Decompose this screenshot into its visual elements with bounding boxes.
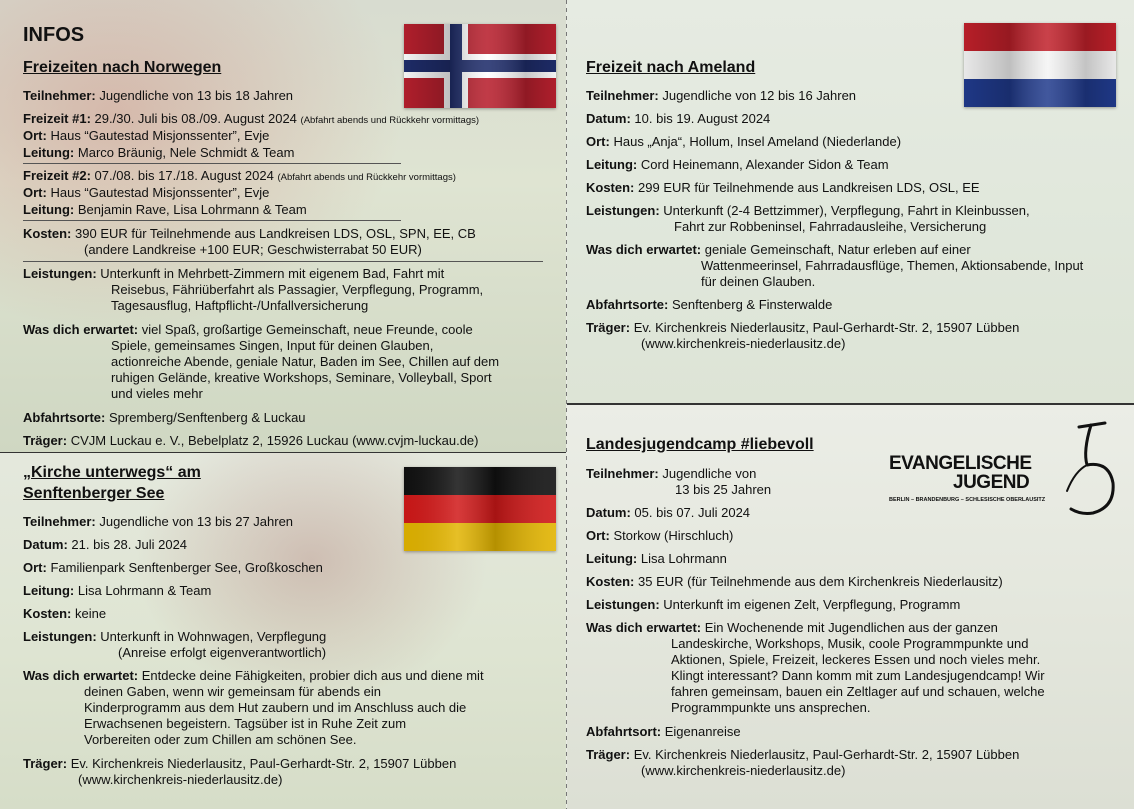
panel-kirche xyxy=(0,453,566,809)
norway-kosten: Kosten: 390 EUR für Teilnehmende aus Landkreisen LDS, OSL, SPN, EE, CB xyxy=(23,226,476,241)
norway-flag xyxy=(404,24,556,108)
divider xyxy=(23,163,401,164)
kirche-ort: Ort: Familienpark Senftenberger See, Großkoschen xyxy=(23,560,323,575)
ameland-erwartet: Was dich erwartet: geniale Gemeinschaft, Natur erleben auf einer xyxy=(586,242,971,257)
divider xyxy=(23,261,543,262)
norway-freizeit2: Freizeit #2: 07./08. bis 17./18. August 2024 (Abfahrt abends und Rückkehr vormittags) xyxy=(23,168,456,183)
ameland-teilnehmer: Teilnehmer: Jugendliche von 12 bis 16 Jahren xyxy=(586,88,857,103)
camp-erwartet-5: fahren gemeinsam, bauen ein Zeltlager auf und schauen, welche xyxy=(671,684,1045,699)
camp-ort: Ort: Storkow (Hirschluch) xyxy=(586,528,734,543)
logo-sub: BERLIN – BRANDENBURG – SCHLESISCHE OBERLAUSITZ xyxy=(889,497,1046,503)
panel-ameland xyxy=(567,0,1134,404)
kirche-leitung: Leitung: Lisa Lohrmann & Team xyxy=(23,583,212,598)
norway-traeger: Träger: CVJM Luckau e. V., Bebelplatz 2, 15926 Luckau (www.cvjm-luckau.de) xyxy=(23,433,479,448)
norway-f1-leitung: Leitung: Marco Bräunig, Nele Schmidt & Team xyxy=(23,145,295,160)
camp-datum: Datum: 05. bis 07. Juli 2024 xyxy=(586,505,751,520)
norway-leistungen-2: Reisebus, Fähriüberfahrt als Passagier, Verpflegung, Programm, xyxy=(111,282,484,297)
ameland-title: Freizeit nach Ameland xyxy=(586,59,756,76)
kirche-erwartet-3: Kinderprogramm aus dem Hut zaubern und im Anschluss auch die xyxy=(84,700,467,715)
panel-norway xyxy=(0,0,566,453)
ameland-ort: Ort: Haus „Anja“, Hollum, Insel Ameland (Niederlande) xyxy=(586,134,902,149)
section-title: INFOS xyxy=(23,24,85,46)
norway-erwartet-5: und vieles mehr xyxy=(111,386,203,401)
camp-leitung: Leitung: Lisa Lohrmann xyxy=(586,551,727,566)
camp-traeger-2: (www.kirchenkreis-niederlausitz.de) xyxy=(641,763,846,778)
netherlands-flag xyxy=(964,23,1116,107)
norway-leistungen: Leistungen: Unterkunft in Mehrbett-Zimmern mit eigenem Bad, Fahrt mit xyxy=(23,266,445,281)
ameland-datum: Datum: 10. bis 19. August 2024 xyxy=(586,111,771,126)
norway-teilnehmer: Teilnehmer: Jugendliche von 13 bis 18 Jahren xyxy=(23,88,294,103)
logo-line2: JUGEND xyxy=(953,472,1030,493)
norway-freizeit1: Freizeit #1: 29./30. Juli bis 08./09. August 2024 (Abfahrt abends und Rückkehr vormittags) xyxy=(23,111,480,126)
camp-erwartet-4: Klingt interessant? Dann komm mit zum Landesjugendcamp! Wir xyxy=(671,668,1045,683)
ameland-kosten: Kosten: 299 EUR für Teilnehmende aus Landkreisen LDS, OSL, EE xyxy=(586,180,980,195)
norway-erwartet-3: actionreiche Abende, geniale Natur, Baden im See, Chillen auf dem xyxy=(111,354,500,369)
camp-erwartet-6: Programmpunkte uns ansprechen. xyxy=(671,700,871,715)
camp-leistungen: Leistungen: Unterkunft im eigenen Zelt, Verpflegung, Programm xyxy=(586,597,961,612)
kirche-traeger-2: (www.kirchenkreis-niederlausitz.de) xyxy=(78,772,283,787)
kirche-erwartet-2: deinen Gaben, wenn wir gemeinsam für abends ein xyxy=(84,684,382,699)
camp-title: Landesjugendcamp #liebevoll xyxy=(586,436,814,453)
kirche-teilnehmer: Teilnehmer: Jugendliche von 13 bis 27 Jahren xyxy=(23,514,294,529)
germany-flag xyxy=(404,467,556,551)
norway-leistungen-3: Tagesausflug, Haftpflicht-/Unfallversicherung xyxy=(111,298,369,313)
ameland-erwartet-3: für deinen Glauben. xyxy=(701,274,816,289)
kirche-erwartet-4: Erwachsenen begeistern. Tagsüber ist in Ruhe Zeit zum xyxy=(84,716,407,731)
ameland-traeger-2: (www.kirchenkreis-niederlausitz.de) xyxy=(641,336,846,351)
camp-abfahrt: Abfahrtsort: Eigenanreise xyxy=(586,724,741,739)
logo-mark-icon xyxy=(1065,421,1121,521)
camp-teilnehmer: Teilnehmer: Jugendliche von xyxy=(586,466,757,481)
ameland-leistungen-2: Fahrt zur Robbeninsel, Fahrradausleihe, Versicherung xyxy=(674,219,987,234)
camp-traeger: Träger: Ev. Kirchenkreis Niederlausitz, Paul-Gerhardt-Str. 2, 15907 Lübben xyxy=(586,747,1020,762)
norway-f2-ort: Ort: Haus “Gautestad Misjonssenter”, Evje xyxy=(23,185,270,200)
camp-teilnehmer-2: 13 bis 25 Jahren xyxy=(675,482,772,497)
panel-camp xyxy=(567,405,1134,809)
norway-erwartet-4: ruhigen Gelände, kreative Workshops, Seminare, Volleyball, Sport xyxy=(111,370,492,385)
divider xyxy=(23,220,401,221)
norway-kosten-note: (andere Landkreise +100 EUR; Geschwisterrabat 50 EUR) xyxy=(84,242,422,257)
ameland-abfahrt: Abfahrtsorte: Senftenberg & Finsterwalde xyxy=(586,297,833,312)
ameland-leistungen: Leistungen: Unterkunft (2-4 Bettzimmer), Verpflegung, Fahrt in Kleinbussen, xyxy=(586,203,1030,218)
kirche-leistungen: Leistungen: Unterkunft in Wohnwagen, Verpflegung xyxy=(23,629,327,644)
camp-kosten: Kosten: 35 EUR (für Teilnehmende aus dem Kirchenkreis Niederlausitz) xyxy=(586,574,1003,589)
ameland-leitung: Leitung: Cord Heinemann, Alexander Sidon & Team xyxy=(586,157,889,172)
evangelische-jugend-logo xyxy=(889,421,1124,521)
kirche-datum: Datum: 21. bis 28. Juli 2024 xyxy=(23,537,188,552)
kirche-title-2: Senftenberger See xyxy=(23,485,165,502)
ameland-traeger: Träger: Ev. Kirchenkreis Niederlausitz, Paul-Gerhardt-Str. 2, 15907 Lübben xyxy=(586,320,1020,335)
kirche-erwartet: Was dich erwartet: Entdecke deine Fähigkeiten, probier dich aus und diene mit xyxy=(23,668,484,683)
kirche-kosten: Kosten: keine xyxy=(23,606,107,621)
camp-erwartet: Was dich erwartet: Ein Wochenende mit Jugendlichen aus der ganzen xyxy=(586,620,998,635)
kirche-traeger: Träger: Ev. Kirchenkreis Niederlausitz, Paul-Gerhardt-Str. 2, 15907 Lübben xyxy=(23,756,457,771)
norway-erwartet-2: Spiele, gemeinsames Singen, Input für deinen Glauben, xyxy=(111,338,434,353)
camp-erwartet-2: Landeskirche, Workshops, Musik, coole Programmpunkte und xyxy=(671,636,1029,651)
logo-line1: EVANGELISCHE xyxy=(889,453,1032,474)
norway-erwartet: Was dich erwartet: viel Spaß, großartige Gemeinschaft, neue Freunde, coole xyxy=(23,322,473,337)
norway-f1-ort: Ort: Haus “Gautestad Misjonssenter”, Evje xyxy=(23,128,270,143)
ameland-erwartet-2: Wattenmeerinsel, Fahrradausflüge, Themen, Aktionsabende, Input xyxy=(701,258,1084,273)
kirche-leistungen-2: (Anreise erfolgt eigenverantwortlich) xyxy=(118,645,327,660)
norway-title: Freizeiten nach Norwegen xyxy=(23,59,222,76)
norway-f2-leitung: Leitung: Benjamin Rave, Lisa Lohrmann & Team xyxy=(23,202,307,217)
norway-abfahrt: Abfahrtsorte: Spremberg/Senftenberg & Luckau xyxy=(23,410,306,425)
camp-erwartet-3: Aktionen, Spiele, Freizeit, leckeres Essen und noch vieles mehr. xyxy=(671,652,1041,667)
kirche-erwartet-5: Vorbereiten oder zum Chillen am schönen See. xyxy=(84,732,357,747)
kirche-title-1: „Kirche unterwegs“ am xyxy=(23,464,201,481)
